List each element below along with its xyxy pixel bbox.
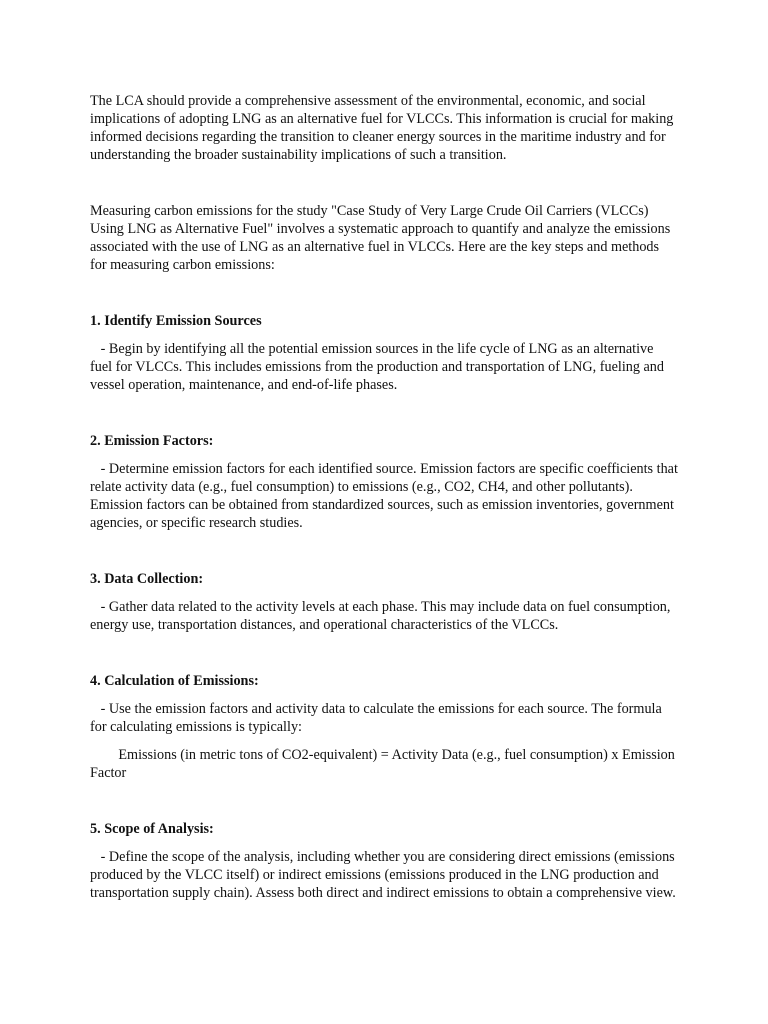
section-heading: 3. Data Collection: — [90, 571, 204, 587]
section-heading: 5. Scope of Analysis: — [90, 821, 214, 837]
section-body: - Gather data related to the activity levels at each phase. This may include data on fuel consumption, energy use, transportation distances, and operational characteristics of the VLCCs. — [90, 599, 674, 633]
document-page — [90, 92, 682, 902]
section-body: - Determine emission factors for each identified source. Emission factors are specific coefficients that relate activity data (e.g., fuel consumption) to emissions (e.g., CO2, CH4, and other pollutants). Emission factors can be obtained from standardized sources, such as emission inventories, government agencies, or specific research studies. — [90, 461, 682, 531]
section-heading: 4. Calculation of Emissions: — [90, 673, 259, 689]
intro-paragraph-1: The LCA should provide a comprehensive assessment of the environmental, economic, and social implications of adopting LNG as an alternative fuel for VLCCs. This information is crucial for making informed decisions regarding the transition to cleaner energy sources in the maritime industry and for understanding the broader sustainability implications of such a transition. — [90, 93, 674, 163]
section-heading: 1. Identify Emission Sources — [90, 313, 262, 329]
section-body: - Define the scope of the analysis, including whether you are considering direct emissions (emissions produced by the VLCC itself) or indirect emissions (emissions produced in the LNG production and transportation supply chain). Assess both direct and indirect emissions to obtain a comprehensive view. — [90, 849, 679, 901]
section-3 — [90, 570, 678, 634]
emissions-formula: Emissions (in metric tons of CO2-equivalent) = Activity Data (e.g., fuel consumption) x Emission Factor — [90, 747, 679, 781]
section-4 — [90, 672, 678, 782]
section-2 — [90, 432, 682, 532]
section-1 — [90, 312, 678, 394]
intro-paragraph-2: Measuring carbon emissions for the study "Case Study of Very Large Crude Oil Carriers (VLCCs) Using LNG as Alternative Fuel" involves a systematic approach to quantify and analyze the emissions associated with the use of LNG as an alternative fuel in VLCCs. Here are the key steps and methods for measuring carbon emissions: — [90, 203, 671, 273]
section-body: - Use the emission factors and activity data to calculate the emissions for each source. The formula for calculating emissions is typically: — [90, 701, 666, 735]
paragraph-spacer — [90, 164, 678, 202]
section-heading: 2. Emission Factors: — [90, 433, 214, 449]
section-body: - Begin by identifying all the potential emission sources in the life cycle of LNG as an alternative fuel for VLCCs. This includes emissions from the production and transportation of LNG, fueling and vessel operation, maintenance, and end-of-life phases. — [90, 341, 668, 393]
section-5 — [90, 820, 678, 902]
